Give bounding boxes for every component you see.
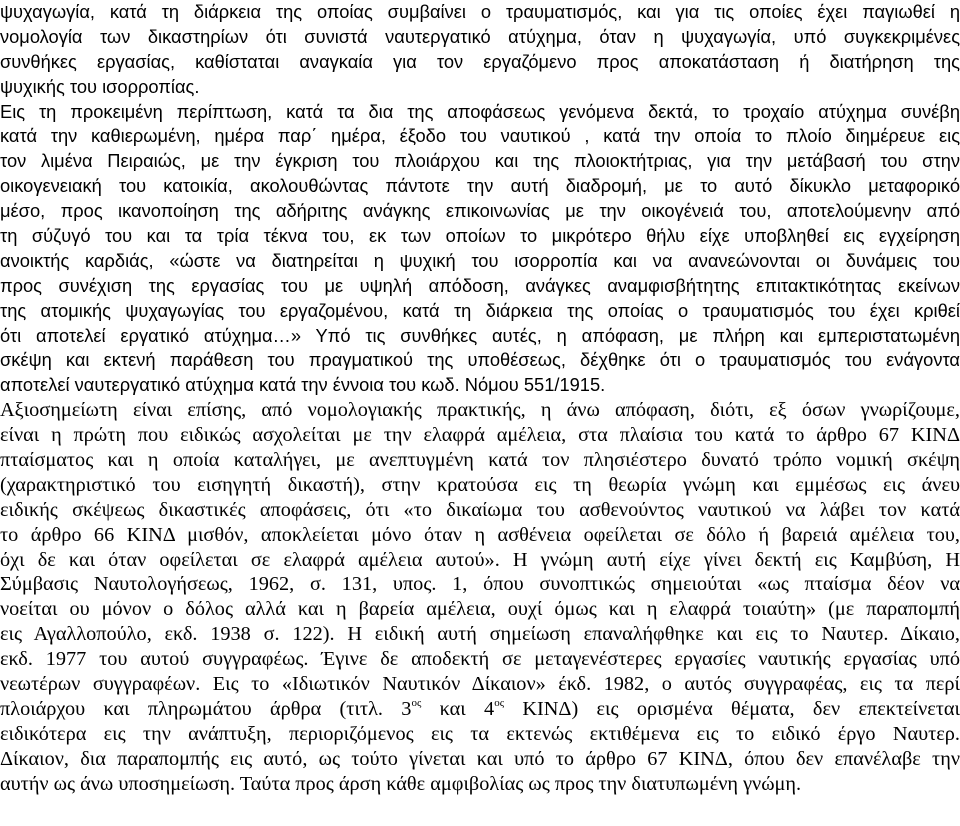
text-line: νομολογία των δικαστηρίων ότι συνιστά ναυτεργατικό ατύχημα, όταν η ψυχαγωγία, υπό συγκεκριμένες bbox=[0, 25, 960, 47]
text-line: σκέψη και εκτενή παράθεση του πραγματικού της υποθέσεως, δέχθηκε ότι ο τραυματισμός του ενάγοντα bbox=[0, 349, 960, 371]
text-line: Δίκαιον, δια παραπομπής εις αυτό, ως τούτο γίνεται και υπό το άρθρο 67 ΚΙΝΔ, όπου δεν επανέλαβε την bbox=[0, 747, 960, 770]
text-line: ψυχαγωγία, κατά τη διάρκεια της οποίας συμβαίνει ο τραυματισμός, και για τις οποίες έχει παγιωθεί η bbox=[0, 1, 960, 22]
text-line: προς συνέχιση της εργασίας του με υψηλή απόδοση, ανάγκες αναμφισβήτητης επιτακτικότητας εκείνων bbox=[0, 274, 960, 296]
text-line: ότι αποτελεί εργατικό ατύχημα…» Υπό τις συνθήκες αυτές, η απόφαση, με πλήρη και εμπεριστατωμένη bbox=[0, 324, 960, 346]
text-line: εκδ. 1977 του αυτού συγγραφέως. Έγινε δε αποδεκτή σε μεταγενέστερες εργασίες ναυτικής εργασίας υπό bbox=[0, 648, 960, 671]
text-line: τον λιμένα Πειραιώς, με την έγκριση του πλοιάρχου και της πλοιοκτήτριας, για την μετάβασή του στην bbox=[0, 150, 960, 172]
text-line: νεωτέρων συγγραφέων. Εις το «Ιδιωτικόν Ναυτικόν Δίκαιον» έκδ. 1982, ο αυτός συγγραφέας, εις τα περί bbox=[0, 673, 960, 696]
text-line: συνθήκες εργασίας, καθίσταται αναγκαία για τον εργαζόμενο προς αποκατάσταση ή διατήρηση της bbox=[0, 50, 960, 72]
text-line: ανοικτής καρδιάς, «ώστε να διατηρείται η ψυχική του ισορροπία και να ανανεώνονται οι δυνάμεις του bbox=[0, 249, 960, 271]
text-line: το άρθρο 66 ΚΙΝΔ μισθόν, αποκλείεται μόνο όταν η ασθένεια οφείλεται σε δόλο ή βαρειά αμέλεια του, bbox=[0, 523, 960, 546]
text-line: μέσο, προς ικανοποίηση της αδήριτης ανάγκης επικοινωνίας με την οικογένειά του, αποτελούμενην από bbox=[0, 200, 960, 222]
text-line: Εις τη προκειμένη περίπτωση, κατά τα δια της αποφάσεως γενόμενα δεκτά, το τροχαίο ατύχημα συνέβη bbox=[0, 100, 960, 122]
line-fragment: και 4 bbox=[421, 697, 495, 720]
text-line: κατά την καθιερωμένη, ημέρα παρ΄ ημέρα, έξοδο του ναυτικού , κατά την οποία το πλοίο διημέρευε εις bbox=[0, 125, 960, 147]
text-line: πταίσματος και η οποία καταλήγει, με ανεπτυγμένη κατά τον πλησιέστερο δυνατό τρόπο νομική σκέψη bbox=[0, 449, 960, 472]
text-line: ψυχικής του ισορροπίας. bbox=[0, 75, 200, 97]
ordinal-superscript: ος bbox=[411, 696, 422, 709]
ordinal-superscript: ος bbox=[494, 696, 505, 709]
text-line: ειδικής σκέψεως δικαστικές αποφάσεις, ότι «το δικαίωμα του ασθενούντος ναυτικού να λάβει τον κατά bbox=[0, 498, 960, 521]
text-line: οικογενειακή του κατοικία, ακολουθώντας πάντοτε την αυτή διαδρομή, με το αυτό δίκυκλο μεταφορικό bbox=[0, 175, 960, 197]
text-line: εις Αγαλλοπούλο, εκδ. 1938 σ. 122). Η ειδική αυτή σημείωση επαναλήφθηκε και εις το Ναυτερ. Δίκαιο, bbox=[0, 623, 960, 646]
text-line: αποτελεί ναυτεργατικό ατύχημα κατά την έννοια του κωδ. Νόμου 551/1915. bbox=[0, 374, 606, 396]
text-line: της ατομικής ψυχαγωγίας του εργαζομένου, κατά τη διάρκεια της οποίας ο τραυματισμός του έχει κριθεί bbox=[0, 299, 960, 321]
text-line: αυτήν ως άνω υποσημείωση. Ταύτα προς άρση κάθε αμφιβολίας ως προς την διατυπωμένη γνώμη. bbox=[0, 772, 802, 795]
text-line: νοείται ου μόνον ο δόλος αλλά και η βαρεία αμέλεια, ουχί όμως και η ελαφρά τοιαύτη» (με παραπομπή bbox=[0, 598, 960, 621]
text-line: Σύμβασις Ναυτολογήσεως, 1962, σ. 131, υπος. 1, όπου συνοπτικώς σημειούται «ως πταίσμα δέον να bbox=[0, 573, 960, 596]
text-line: (χαρακτηριστικό του εισηγητή δικαστή), στην κρατούσα εις τη θεωρία γνώμη και εμμέσως εις άνευ bbox=[0, 473, 960, 496]
case-paragraph bbox=[0, 100, 960, 399]
line-fragment: πλοιάρχου και πληρωμάτου άρθρα (τιτλ. 3 bbox=[0, 697, 412, 720]
text-line: όχι δε και όταν οφείλεται σε ελαφρά αμέλεια αυτού». Η γνώμη αυτή είχε γίνει δεκτή εις Καμβύση, Η bbox=[0, 548, 960, 571]
line-fragment: ΚΙΝΔ) εις ορισμένα θέματα, δεν επεκτείνεται bbox=[504, 697, 960, 720]
text-line-with-superscripts bbox=[0, 697, 960, 722]
intro-paragraph bbox=[0, 0, 960, 100]
notes-paragraph bbox=[0, 398, 960, 796]
text-line: είναι η πρώτη που ειδικώς ασχολείται με την ελαφρά αμέλεια, στα πλαίσια του κατά το άρθρο 67 ΚΙΝΔ bbox=[0, 424, 960, 447]
text-line: Αξιοσημείωτη είναι επίσης, από νομολογιακής πρακτικής, η άνω απόφαση, διότι, εξ όσων γνωρίζουμε, bbox=[0, 399, 960, 422]
text-line: ειδικότερα εις την ανάπτυξη, περιοριζόμενος εις τα εκτενώς εκτιθέμενα εις το ειδικό έργο Ναυτερ. bbox=[0, 722, 960, 745]
text-line: τη σύζυγό του και τα τρία τέκνα του, εκ των οποίων το μικρότερο θήλυ είχε υποβληθεί εις εγχείρηση bbox=[0, 225, 960, 247]
